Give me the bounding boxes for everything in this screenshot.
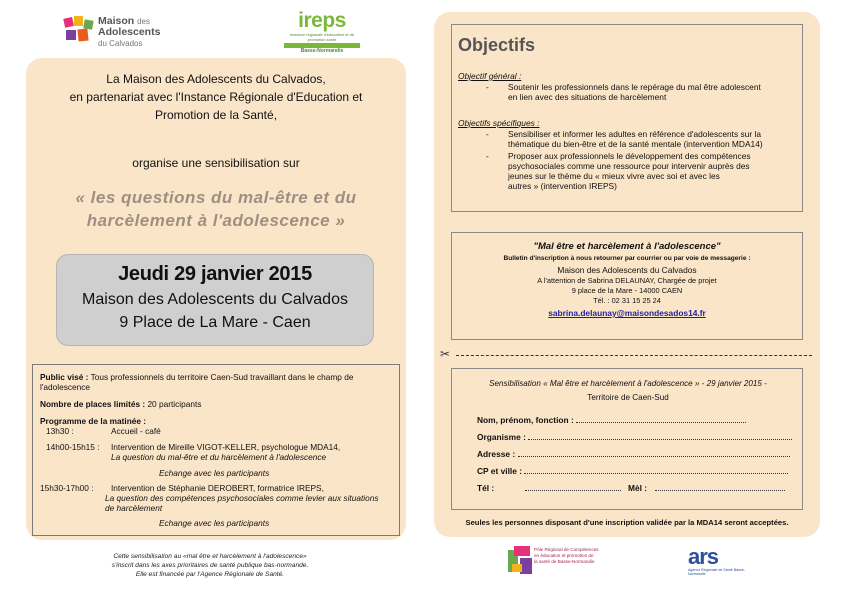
event-address: 9 Place de La Mare - Caen bbox=[119, 314, 311, 331]
bullet: - bbox=[486, 129, 489, 139]
address-field[interactable]: Adresse : bbox=[477, 449, 790, 459]
city-field[interactable]: CP et ville : bbox=[477, 466, 788, 476]
inscription-attention: A l'attention de Sabrina DELAUNAY, Chargée de projet bbox=[537, 276, 717, 285]
inscription-box bbox=[451, 232, 803, 340]
tel-field[interactable]: Tél : bbox=[477, 483, 621, 493]
org-field[interactable]: Organisme : bbox=[477, 432, 792, 442]
specific-objective-line: Proposer aux professionnels le développement des compétences bbox=[508, 151, 751, 161]
program-box bbox=[32, 364, 400, 536]
public-line: Public visé : Tous professionnels du territoire Caen-Sud travaillant dans le champ de bbox=[40, 372, 354, 382]
inscription-org: Maison des Adolescents du Calvados bbox=[557, 265, 697, 275]
objectives-box bbox=[451, 24, 803, 212]
inscription-title: "Mal être et harcèlement à l'adolescence" bbox=[533, 241, 721, 252]
public-line-2: l'adolescence bbox=[40, 382, 91, 392]
ars-logo bbox=[688, 546, 748, 580]
ars-logo-name: ars bbox=[688, 544, 719, 569]
name-field[interactable]: Nom, prénom, fonction : bbox=[477, 415, 746, 425]
funding-line-3: Elle est financée par l'Agence Régionale de Santé. bbox=[135, 571, 285, 578]
funding-line-1: Cette sensibilisation au «mal être et harcèlement à l'adolescence» bbox=[113, 553, 307, 560]
pole-logo-mark-icon bbox=[506, 544, 534, 578]
pole-logo-text: Pôle Régional de Compétences en éducation et promotion de la santé de Basse-Normandie bbox=[534, 547, 599, 564]
inscription-instructions: Bulletin d'inscription à nous retourner par courrier ou par voie de messagerie : bbox=[503, 255, 751, 262]
mda-logo-mark-icon bbox=[62, 14, 96, 46]
registration-form bbox=[451, 368, 803, 510]
objectives-title: Objectifs bbox=[458, 35, 536, 55]
ireps-logo-name: ireps bbox=[298, 9, 346, 32]
specific-objective-line: thématique du bien-être et de la santé mentale (intervention MDA14) bbox=[508, 139, 763, 149]
inscription-phone: Tél. : 02 31 15 25 24 bbox=[593, 296, 661, 305]
item-detail: La question du mal-être et du harcèlement à l'adolescence bbox=[111, 452, 327, 462]
pole-logo bbox=[506, 544, 616, 580]
item-text: Intervention de Mireille VIGOT-KELLER, psychologue MDA14, bbox=[111, 442, 341, 452]
form-header-line-1: Sensibilisation « Mal être et harcèlement à l'adolescence » - 29 janvier 2015 - bbox=[489, 379, 767, 388]
mda-logo bbox=[62, 12, 182, 50]
general-objective-line: Soutenir les professionnels dans le repérage du mal être adolescent bbox=[508, 82, 761, 92]
ireps-logo bbox=[284, 10, 360, 54]
places-line: Nombre de places limités : 20 participants bbox=[40, 399, 202, 409]
bullet: - bbox=[486, 151, 489, 161]
organise-text: organise une sensibilisation sur bbox=[132, 156, 300, 170]
exchange-line: Echange avec les participants bbox=[159, 468, 270, 478]
item-time: 13h30 : bbox=[46, 426, 74, 436]
specific-objectives-label: Objectifs spécifiques : bbox=[458, 118, 540, 128]
specific-objective-line: psychosociales comme une ressource pour intervenir auprès des bbox=[508, 161, 750, 171]
event-date: Jeudi 29 janvier 2015 bbox=[118, 263, 312, 285]
general-objective-line: en lien avec des situations de harcèlement bbox=[508, 92, 667, 102]
cut-line bbox=[440, 347, 814, 361]
event-place: Maison des Adolescents du Calvados bbox=[82, 291, 348, 308]
programme-label: Programme de la matinée : bbox=[40, 416, 147, 426]
right-panel bbox=[434, 12, 820, 537]
form-header-line-2: Territoire de Caen-Sud bbox=[587, 393, 669, 402]
mda-logo-text: Maison des Adolescents du Calvados bbox=[98, 15, 161, 48]
cut-dash bbox=[456, 355, 812, 356]
bullet: - bbox=[486, 82, 489, 92]
item-time: 14h00-15h15 : bbox=[46, 442, 100, 452]
item-detail: La question des compétences psychosociales comme levier aux situations bbox=[105, 493, 379, 503]
left-panel bbox=[26, 58, 406, 540]
headline-line-2: harcèlement à l'adolescence » bbox=[86, 211, 346, 230]
funding-text bbox=[60, 552, 360, 579]
ireps-logo-region: Basse-Normandie bbox=[300, 48, 344, 54]
specific-objective-line: autres » (intervention IREPS) bbox=[508, 181, 617, 191]
item-text: Accueil - café bbox=[111, 426, 161, 436]
mail-field[interactable]: Mèl : bbox=[628, 483, 785, 493]
general-objective-label: Objectif général : bbox=[458, 71, 522, 81]
intro-line-3: Promotion de la Santé, bbox=[154, 108, 278, 122]
intro-text bbox=[26, 70, 406, 124]
inscription-address: 9 place de la Mare - 14000 CAEN bbox=[571, 286, 683, 295]
acceptance-note: Seules les personnes disposant d'une inscription validée par la MDA14 seront acceptées. bbox=[465, 518, 789, 527]
exchange-line: Echange avec les participants bbox=[159, 518, 270, 528]
inscription-email-link[interactable]: sabrina.delaunay@maisondesados14.fr bbox=[548, 308, 706, 318]
date-box bbox=[56, 254, 374, 346]
specific-objective-line: jeunes sur le thème du « mieux vivre avec soi et avec les bbox=[508, 171, 720, 181]
item-detail: de harcèlement bbox=[105, 503, 163, 513]
scissors-icon: ✂ bbox=[440, 347, 451, 361]
item-time: 15h30-17h00 : bbox=[40, 483, 94, 493]
ireps-logo-sub: Instance régionale d'éducation et de promotion santé bbox=[289, 32, 355, 42]
funding-line-2: s'inscrit dans les axes prioritaires de santé publique bas-normande. bbox=[111, 562, 309, 569]
item-text: Intervention de Stéphanie DEROBERT, formatrice IREPS, bbox=[111, 483, 324, 493]
intro-line-2: en partenariat avec l'Instance Régionale d'Education et bbox=[69, 90, 363, 104]
headline-line-1: « les questions du mal-être et du bbox=[75, 188, 357, 207]
ars-logo-sub: Agence Régionale de Santé Basse-Normandie bbox=[688, 568, 745, 576]
form-header bbox=[462, 377, 794, 405]
headline bbox=[36, 186, 396, 232]
specific-objective-line: Sensibiliser et informer les adultes en référence d'adolescents sur la bbox=[508, 129, 761, 139]
intro-line-1: La Maison des Adolescents du Calvados, bbox=[106, 72, 326, 86]
